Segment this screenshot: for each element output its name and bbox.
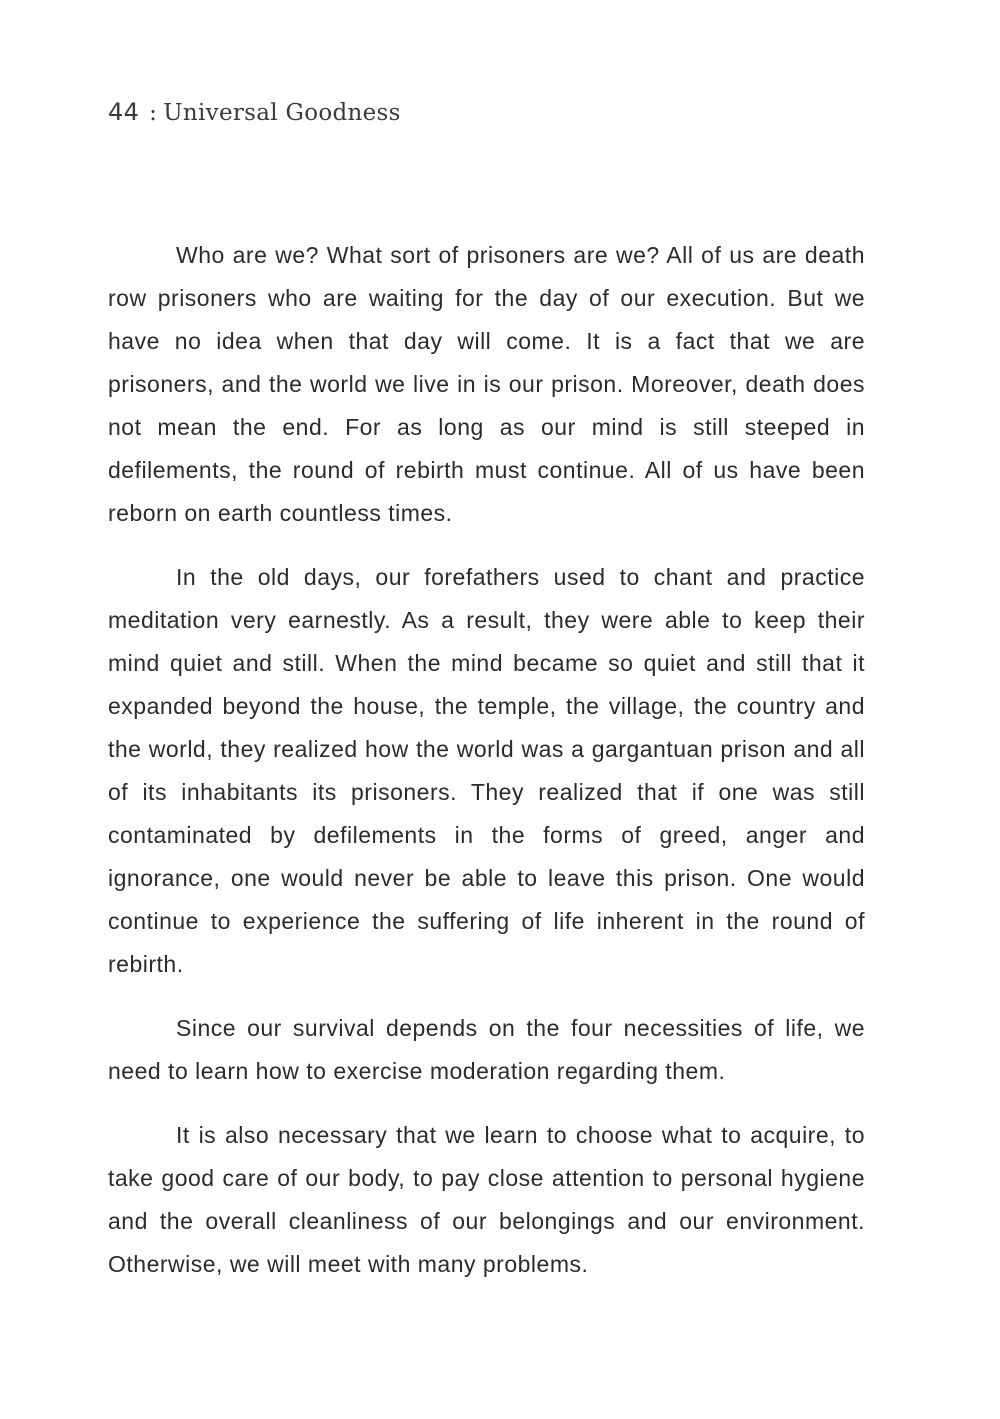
book-title: Universal Goodness	[163, 100, 401, 126]
running-header	[108, 98, 401, 126]
paragraph-4: It is also necessary that we learn to choose what to acquire, to take good care of our body, to pay close attention to personal hygiene and the overall cleanliness of our belongings and our environment. Otherwise, we will meet with many problems.	[108, 1122, 865, 1277]
paragraph-3: Since our survival depends on the four necessities of life, we need to learn how to exercise moderation regarding them.	[108, 1015, 865, 1084]
paragraph-1: Who are we? What sort of prisoners are we? All of us are death row prisoners who are waiting for the day of our execution. But we have no idea when that day will come. It is a fact that we are prisoners, and the world we live in is our prison. Moreover, death does not mean the end. For as long as our mind is still steeped in defilements, the round of rebirth must continue. All of us have been reborn on earth countless times.	[108, 242, 865, 526]
header-separator: :	[149, 100, 158, 126]
page-number: 44	[108, 98, 140, 126]
paragraph-2: In the old days, our forefathers used to chant and practice meditation very earnestly. As a result, they were able to keep their mind quiet and still. When the mind became so quiet and still that it expanded beyond the house, the temple, the village, the country and the world, they realized how the world was a gargantuan prison and all of its inhabitants its prisoners. They realized that if one was still contaminated by defilements in the forms of greed, anger and ignorance, one would never be able to leave this prison. One would continue to experience the suffering of life inherent in the round of rebirth.	[108, 564, 865, 977]
body-text	[108, 234, 865, 1307]
